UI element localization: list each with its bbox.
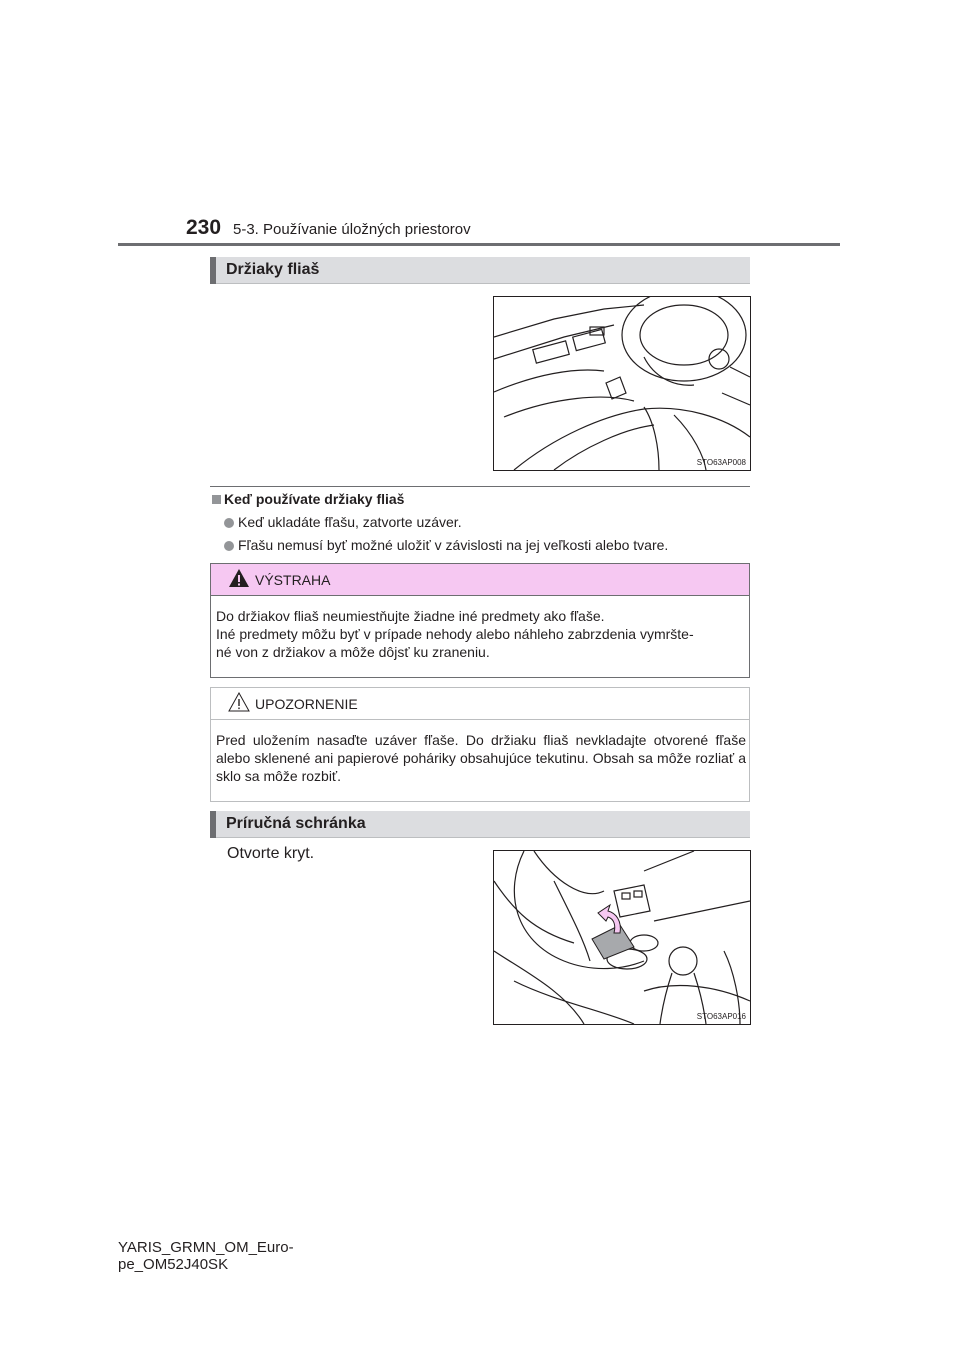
bullet-dot-icon: [224, 541, 234, 551]
warning-line-3: né von z držiakov a môže dôjsť ku zraneniu.: [216, 644, 490, 660]
section-heading-bar: [210, 257, 216, 284]
glove-box-illustration: [493, 850, 751, 1025]
square-bullet-icon: [212, 495, 221, 504]
bottle-holder-drawing: [494, 297, 750, 470]
bullet-dot-icon: [224, 518, 234, 528]
warning-triangle-icon: [228, 568, 250, 588]
section-heading-glove-box: [210, 811, 750, 838]
warning-text: [216, 607, 746, 661]
step-instruction: Otvorte kryt.: [227, 845, 315, 862]
usage-bullet-1: Keď ukladáte fľašu, zatvorte uzáver.: [238, 514, 462, 530]
caution-triangle-icon: [228, 692, 250, 712]
warning-label: VÝSTRAHA: [255, 572, 331, 588]
header-rule: [118, 243, 840, 246]
usage-bullet-2: Fľašu nemusí byť možné uložiť v závislosti na jej veľkosti alebo tvare.: [238, 537, 669, 553]
footer-doc-id: YARIS_GRMN_OM_Euro- pe_OM52J40SK: [118, 1239, 294, 1273]
section-heading-bar: [210, 811, 216, 838]
caution-header: [211, 688, 749, 720]
figure-code: STO63AP016: [696, 1012, 746, 1021]
bottle-holder-illustration: [493, 296, 751, 471]
caution-box: [210, 687, 750, 802]
caution-label: UPOZORNENIE: [255, 696, 358, 712]
page-number: 230: [186, 216, 222, 239]
caution-text: Pred uložením nasaďte uzáver fľaše. Do držiaku fliaš nevkladajte otvorené fľaše alebo sklenené ani papierové poháriky obsahujúce tekutinu. Obsah sa môže rozliať a sklo sa môže rozbiť.: [216, 732, 746, 784]
section-heading-text: Držiaky fliaš: [226, 261, 320, 278]
warning-line-1: Do držiakov fliaš neumiestňujte žiadne iné predmety ako fľaše.: [216, 608, 605, 624]
warning-line-2: Iné predmety môžu byť v prípade nehody alebo náhleho zabrzdenia vymršte-: [216, 626, 694, 642]
section-heading-bottle-holders: [210, 257, 750, 284]
warning-box: [210, 563, 750, 678]
figure-code: STO63AP008: [696, 458, 746, 467]
open-arrow-icon: [598, 905, 620, 933]
usage-title: Keď používate držiaky fliaš: [224, 491, 405, 507]
glove-box-drawing: [494, 851, 750, 1024]
warning-header: [211, 564, 749, 596]
section-heading-text: Príručná schránka: [226, 815, 366, 832]
chapter-title: 5-3. Používanie úložných priestorov: [233, 221, 471, 238]
usage-rule: [210, 486, 750, 487]
